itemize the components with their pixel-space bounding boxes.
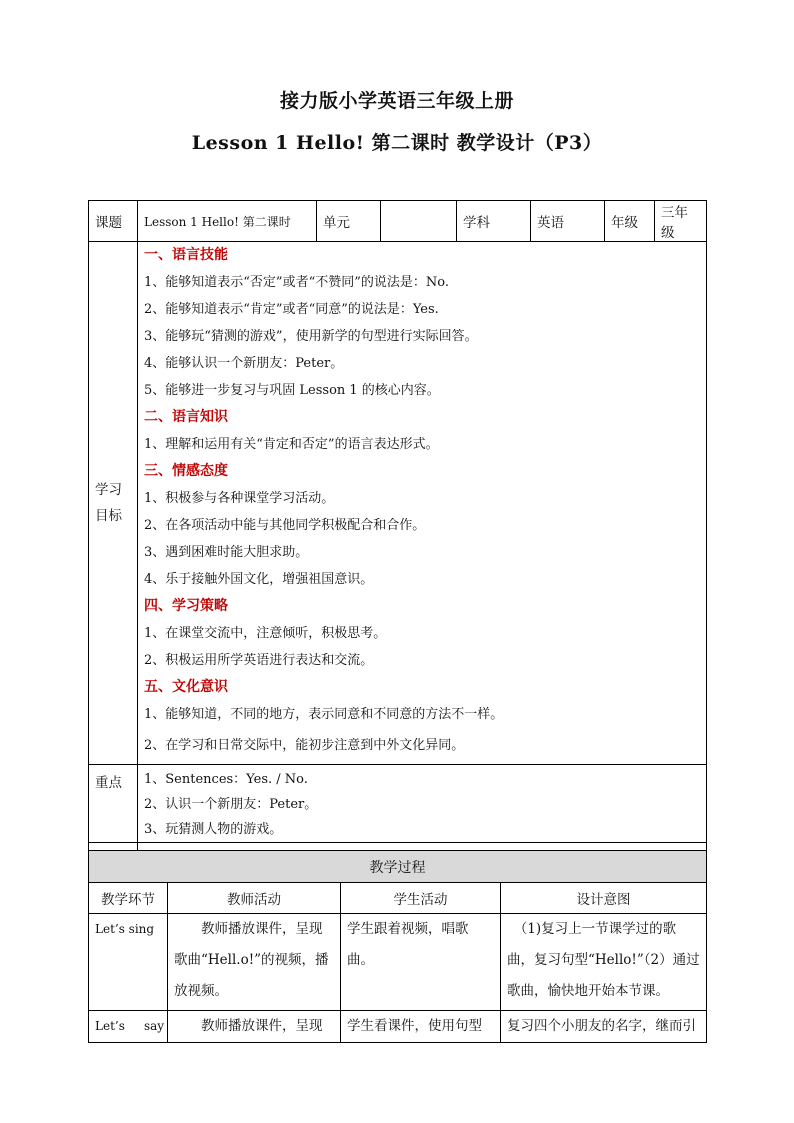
process-design-intent: （1)复习上一节课学过的歌曲，复习句型“Hello!”（2）通过歌曲，愉快地开始本节课。 <box>501 914 707 1011</box>
goals-item: 1、积极参与各种课堂学习活动。 <box>144 491 335 506</box>
key-points-content <box>138 765 707 843</box>
table-row <box>89 914 707 1011</box>
header-label-topic: 课题 <box>89 201 138 242</box>
header-label-subject: 学科 <box>457 201 531 242</box>
goals-section-head: 五、文化意识 <box>144 679 228 695</box>
header-topic-value: Lesson 1 Hello! 第二课时 <box>138 201 317 242</box>
process-stage: Let’s sing <box>89 914 168 1011</box>
process-header: 教学环节 <box>89 883 168 914</box>
goals-item: 2、在各项活动中能与其他同学积极配合和合作。 <box>144 518 426 533</box>
goals-content <box>138 242 707 765</box>
goals-item: 2、在学习和日常交际中，能初步注意到中外文化异同。 <box>144 738 465 753</box>
key-point-item: 3、玩猜测人物的游戏。 <box>144 822 283 837</box>
table-row <box>89 1011 707 1043</box>
key-points-row <box>89 765 707 843</box>
goals-item: 1、能够知道表示“否定”或者“不赞同”的说法是：No. <box>144 275 449 290</box>
lesson-info-table <box>88 200 707 870</box>
process-table <box>88 850 707 1043</box>
header-row <box>89 201 707 242</box>
goals-section-head: 一、语言技能 <box>144 247 228 263</box>
process-design-intent: 复习四个小朋友的名字，继而引 <box>501 1011 707 1043</box>
key-point-item: 1、Sentences：Yes. / No. <box>144 772 308 787</box>
goals-label-line-1: 学习 <box>95 482 122 498</box>
process-teacher-activity: 教师播放课件，呈现 <box>168 1011 341 1043</box>
document-title: 接力版小学英语三年级上册 <box>279 90 514 112</box>
process-student-activity: 学生看课件，使用句型 <box>341 1011 501 1043</box>
header-label-unit: 单元 <box>317 201 381 242</box>
header-label-grade: 年级 <box>605 201 655 242</box>
process-title-row <box>89 851 707 883</box>
goals-row <box>89 242 707 765</box>
goals-item: 3、遇到困难时能大胆求助。 <box>144 545 309 560</box>
goals-label-line-2: 目标 <box>95 508 122 524</box>
header-grade-value: 三年级 <box>655 201 707 242</box>
goals-section-head: 三、情感态度 <box>144 463 228 479</box>
goals-item: 3、能够玩“猜测的游戏”，使用新学的句型进行实际回答。 <box>144 329 478 344</box>
process-stage: Let’s say <box>89 1011 168 1043</box>
process-header-row <box>89 883 707 914</box>
goals-section-head: 四、学习策略 <box>144 598 228 614</box>
process-header: 设计意图 <box>501 883 707 914</box>
goals-item: 2、能够知道表示“肯定”或者“同意”的说法是：Yes. <box>144 302 439 317</box>
header-unit-value <box>381 201 457 242</box>
goals-item: 1、在课堂交流中，注意倾听，积极思考。 <box>144 626 387 641</box>
goals-item: 2、积极运用所学英语进行表达和交流。 <box>144 653 374 668</box>
goals-label <box>89 242 138 765</box>
goals-item: 1、理解和运用有关“肯定和否定”的语言表达形式。 <box>144 437 439 452</box>
goals-item: 1、能够知道，不同的地方，表示同意和不同意的方法不一样。 <box>144 707 504 722</box>
header-subject-value: 英语 <box>531 201 605 242</box>
process-teacher-activity: 教师播放课件，呈现歌曲“Hell.o!”的视频，播放视频。 <box>168 914 341 1011</box>
goals-section-head: 二、语言知识 <box>144 409 228 425</box>
goals-item: 4、乐于接触外国文化，增强祖国意识。 <box>144 572 374 587</box>
process-header: 学生活动 <box>341 883 501 914</box>
process-header: 教师活动 <box>168 883 341 914</box>
goals-item: 5、能够进一步复习与巩固 Lesson 1 的核心内容。 <box>144 383 440 398</box>
process-student-activity: 学生跟着视频，唱歌曲。 <box>341 914 501 1011</box>
document-subtitle: Lesson 1 Hello! 第二课时 教学设计（P3） <box>191 132 603 154</box>
key-point-item: 2、认识一个新朋友：Peter。 <box>144 797 318 812</box>
goals-item: 4、能够认识一个新朋友：Peter。 <box>144 356 344 371</box>
key-points-label: 重点 <box>89 765 138 843</box>
process-title: 教学过程 <box>89 851 707 883</box>
